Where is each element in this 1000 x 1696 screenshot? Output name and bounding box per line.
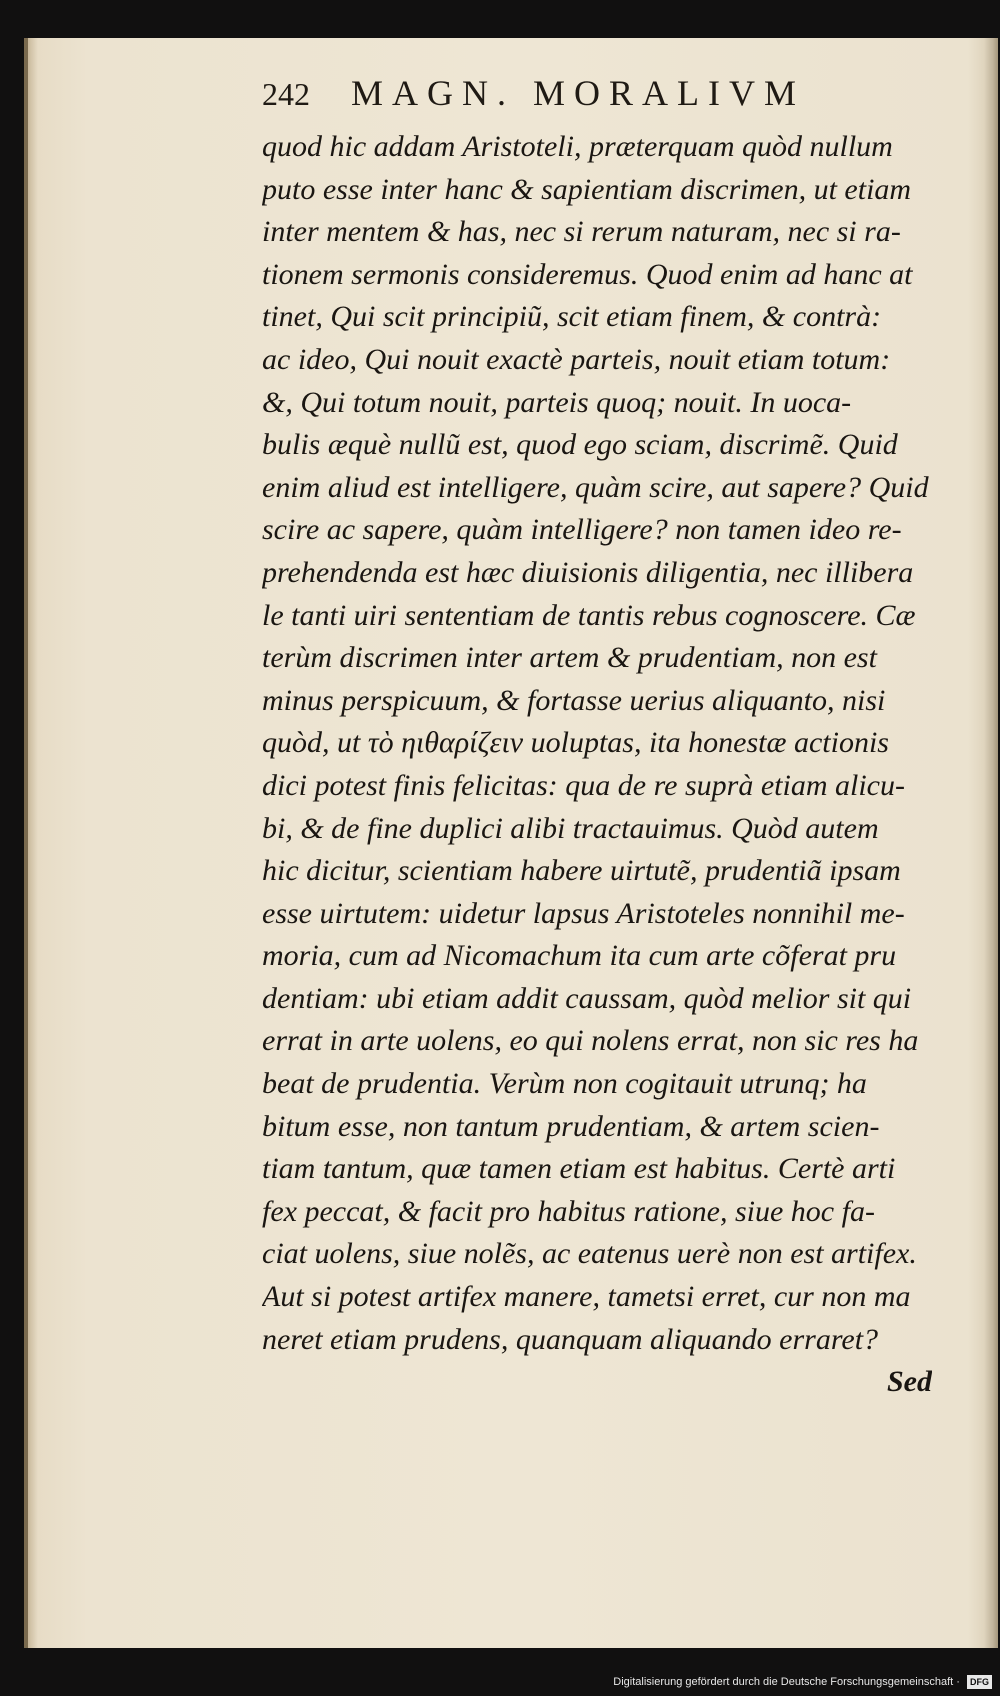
text-line: scire ac sapere, quàm intelligere? non tamen ideo re- <box>262 513 902 547</box>
text-line: tionem sermonis consideremus. Quod enim ad hanc at <box>262 257 913 291</box>
text-line: beat de prudentia. Verùm non cogitauit utrunq; ha <box>262 1067 867 1101</box>
text-line: enim aliud est intelligere, quàm scire, aut sapere? Quid <box>262 470 929 504</box>
text-line: dici potest finis felicitas: qua de re suprà etiam alicu- <box>262 768 905 802</box>
digitization-credit <box>613 1672 992 1692</box>
text-line: terùm discrimen inter artem & prudentiam, non est <box>262 641 877 675</box>
text-line: neret etiam prudens, quanquam aliquando erraret? <box>262 1322 879 1356</box>
page-header <box>262 72 902 122</box>
text-line: minus perspicuum, & fortasse uerius aliquanto, nisi <box>262 683 886 717</box>
text-line: fex peccat, & facit pro habitus ratione, siue hoc fa- <box>262 1194 875 1228</box>
text-line: tinet, Qui scit principiũ, scit etiam finem, & contrà: <box>262 300 882 334</box>
text-line: quod hic addam Aristoteli, præterquam quòd nullum <box>262 130 893 163</box>
dfg-logo: DFG <box>967 1675 992 1689</box>
text-line: ciat uolens, siue nolẽs, ac eatenus uerè non est artifex. <box>262 1237 917 1271</box>
catchword: Sed <box>887 1365 932 1399</box>
text-line: bulis æquè nullũ est, quod ego sciam, discrimẽ. Quid <box>262 428 898 462</box>
text-line: esse uirtutem: uidetur lapsus Aristoteles nonnihil me- <box>262 896 905 930</box>
text-line: inter mentem & has, nec si rerum naturam, nec si ra- <box>262 215 901 249</box>
text-line: ac ideo, Qui nouit exactè parteis, nouit etiam totum: <box>262 342 891 376</box>
text-line: bi, & de fine duplici alibi tractauimus. Quòd autem <box>262 811 879 845</box>
text-line: puto esse inter hanc & sapientiam discrimen, ut etiam <box>262 172 912 206</box>
text-line: moria, cum ad Nicomachum ita cum arte cõferat pru <box>262 939 897 973</box>
running-head: MAGN. MORALIVM <box>351 73 806 113</box>
text-line: errat in arte uolens, eo qui nolens errat, non sic res ha <box>262 1024 919 1058</box>
text-line: le tanti uiri sententiam de tantis rebus cognoscere. Cæ <box>262 598 916 632</box>
page-number: 242 <box>262 76 310 112</box>
text-line: hic dicitur, scientiam habere uirtutẽ, prudentiã ipsam <box>262 854 901 888</box>
body-text <box>262 126 932 1404</box>
page-edge-shadow <box>984 38 998 1648</box>
text-line: Aut si potest artifex manere, tametsi erret, cur non ma <box>262 1280 911 1314</box>
text-line: &, Qui totum nouit, parteis quoq; nouit. In uoca- <box>262 385 852 419</box>
text-line: tiam tantum, quæ tamen etiam est habitus. Certè arti <box>262 1152 896 1186</box>
credit-text: Digitalisierung gefördert durch die Deutsche Forschungsgemeinschaft · <box>613 1676 960 1688</box>
text-line: prehendenda est hæc diuisionis diligentia, nec illibera <box>262 555 914 589</box>
text-line: quòd, ut τὸ ηιθαρίζειν uoluptas, ita honestæ actionis <box>262 726 889 760</box>
text-line: bitum esse, non tantum prudentiam, & artem scien- <box>262 1109 880 1143</box>
text-line: dentiam: ubi etiam addit caussam, quòd melior sit qui <box>262 981 912 1015</box>
